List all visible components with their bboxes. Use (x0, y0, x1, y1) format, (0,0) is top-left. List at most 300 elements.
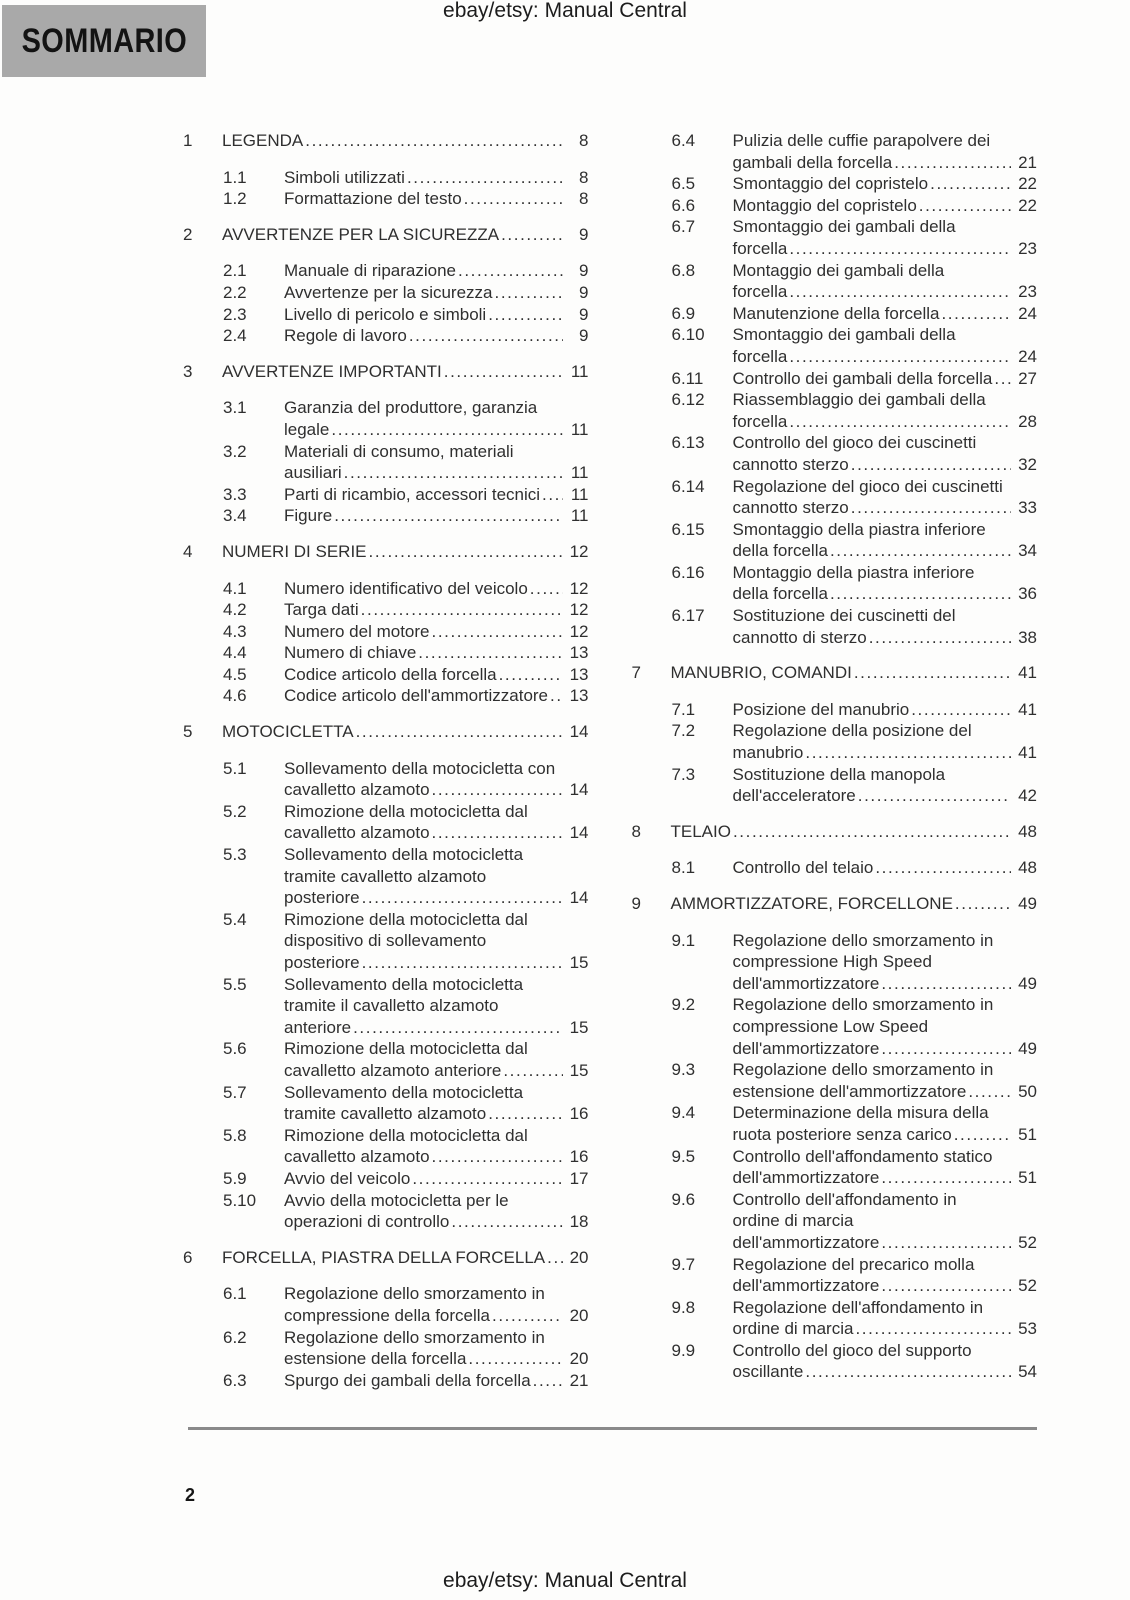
toc-entry-body (284, 801, 589, 844)
dot-leader (941, 303, 1011, 325)
toc-subsection-entry (632, 1297, 1038, 1340)
toc-subsection-entry (183, 1327, 589, 1370)
toc-entry-page-number: 41 (1018, 743, 1037, 763)
dot-leader (530, 578, 563, 600)
toc-entry-body (733, 857, 1038, 879)
toc-entry-body (284, 505, 589, 527)
toc-entry-body (284, 1327, 589, 1370)
toc-entry-page-number: 52 (1018, 1276, 1037, 1296)
toc-entry-page-number: 13 (569, 664, 589, 684)
toc-entry-text: Avvertenze per la sicurezza (284, 282, 493, 302)
dot-leader (955, 893, 1011, 915)
toc-entry-page-number: 11 (570, 361, 589, 381)
toc-entry-body (671, 821, 1038, 843)
toc-entry-text: Regolazione dello smorzamento in (732, 930, 994, 950)
toc-entry-last-line (284, 1103, 589, 1125)
toc-entry-text: MOTOCICLETTA (222, 722, 354, 742)
toc-entry-number: 9.8 (671, 1297, 696, 1317)
toc-subsection-entry (632, 1059, 1038, 1102)
toc-entry-last-line (284, 419, 589, 441)
toc-entry-text: Sollevamento della motocicletta (284, 974, 524, 994)
toc-entry-text: Posizione del manubrio (732, 699, 910, 719)
toc-subsection-entry (183, 325, 589, 347)
toc-entry-number: 9.6 (671, 1189, 696, 1209)
toc-entry-text: posteriore (284, 953, 360, 972)
dot-leader (356, 721, 563, 743)
toc-entry-last-line (222, 541, 589, 563)
toc-entry-last-line (733, 173, 1038, 195)
toc-entry-text: cannotto di sterzo (732, 627, 867, 647)
toc-entry-last-line (671, 893, 1038, 915)
toc-entry-last-line (284, 484, 589, 506)
toc-entry-page-number: 18 (569, 1212, 589, 1232)
toc-entry-number: 3.4 (223, 506, 247, 526)
toc-entry-number: 2 (183, 224, 193, 244)
toc-entry-page-number: 9 (579, 261, 589, 281)
toc-entry-text: Figure (284, 506, 333, 526)
toc-entry-last-line (284, 462, 589, 484)
toc-section-entry (183, 361, 589, 383)
toc-entry-number: 2.1 (223, 261, 247, 281)
toc-entry-body (284, 397, 589, 440)
toc-entry-last-line (733, 411, 1038, 433)
toc-entry-last-line (284, 599, 589, 621)
dot-leader (344, 462, 563, 484)
page-title: SOMMARIO (21, 21, 187, 60)
toc-entry-number: 2.4 (223, 326, 247, 346)
toc-entry-body (284, 578, 589, 600)
toc-entry-text: forcella (732, 411, 788, 431)
toc-entry-number: 3.2 (223, 441, 247, 461)
toc-subsection-entry (183, 484, 589, 506)
toc-entry-page-number: 13 (569, 686, 589, 706)
toc-entry-number: 9.4 (671, 1103, 696, 1123)
dot-leader (930, 173, 1011, 195)
toc-entry-number: 6 (183, 1247, 193, 1267)
toc-entry-body (733, 699, 1038, 721)
toc-entry-text: Smontaggio dei gambali della (732, 217, 956, 237)
toc-entry-body (284, 188, 589, 210)
toc-entry-number: 3.3 (223, 484, 247, 504)
toc-subsection-entry (632, 389, 1038, 432)
toc-subsection-entry (632, 195, 1038, 217)
toc-entry-text: Determinazione della misura della (732, 1103, 989, 1123)
toc-entry-body (733, 130, 1038, 173)
dot-leader (851, 497, 1011, 519)
toc-subsection-entry (632, 368, 1038, 390)
toc-entry-page-number: 32 (1018, 454, 1037, 474)
toc-entry-page-number: 8 (579, 131, 589, 150)
toc-entry-page-number: 9 (579, 304, 589, 324)
toc-subsection-entry (183, 1168, 589, 1190)
toc-entry-last-line (733, 627, 1038, 649)
toc-subsection-entry (632, 130, 1038, 173)
dot-leader (412, 1168, 562, 1190)
toc-entry-last-line (733, 238, 1038, 260)
toc-entry-number: 6.1 (223, 1284, 247, 1304)
toc-entry-page-number: 20 (569, 1305, 589, 1325)
toc-entry-number: 1.1 (223, 167, 247, 187)
toc-entry-text: Avvio della motocicletta per le (284, 1190, 509, 1210)
dot-leader (830, 540, 1011, 562)
toc-entry-body (284, 304, 589, 326)
dot-leader (334, 505, 562, 527)
toc-entry-number: 5.2 (223, 801, 247, 821)
toc-entry-text: LEGENDA (222, 131, 304, 150)
toc-entry-text: gambali della forcella (732, 152, 893, 172)
toc-entry-text: dispositivo di sollevamento (284, 931, 487, 951)
sommario-label-box (2, 5, 206, 77)
toc-entry-number: 6.15 (671, 519, 705, 539)
toc-entry-number: 3 (183, 361, 193, 381)
toc-entry-body (733, 195, 1038, 217)
toc-subsection-entry (183, 304, 589, 326)
toc-entry-number: 6.2 (223, 1327, 247, 1347)
toc-entry-body (284, 909, 589, 974)
toc-entry-body (284, 1168, 589, 1190)
table-of-contents (183, 130, 1037, 1391)
toc-entry-page-number: 11 (570, 484, 589, 504)
toc-section-entry (183, 224, 589, 246)
toc-entry-text: ruota posteriore senza carico (732, 1124, 952, 1144)
toc-subsection-entry (632, 303, 1038, 325)
toc-entry-text: Controllo dell'affondamento in (732, 1189, 957, 1209)
toc-entry-last-line (284, 1060, 589, 1082)
toc-entry-last-line (222, 721, 589, 743)
dot-leader (533, 1370, 563, 1392)
toc-subsection-entry (183, 1283, 589, 1326)
toc-entry-text: oscillante (732, 1362, 804, 1382)
dot-leader (305, 130, 562, 152)
toc-entry-body (284, 260, 589, 282)
dot-leader (805, 1361, 1011, 1383)
toc-section-entry (632, 893, 1038, 915)
toc-subsection-entry (632, 476, 1038, 519)
toc-subsection-entry (632, 260, 1038, 303)
dot-leader (432, 779, 563, 801)
footer-divider-line (188, 1427, 1037, 1430)
toc-subsection-entry (632, 1340, 1038, 1383)
toc-entry-text: Manutenzione della forcella (732, 303, 940, 323)
dot-leader (789, 411, 1011, 433)
toc-entry-page-number: 22 (1018, 174, 1037, 194)
toc-entry-number: 5.4 (223, 909, 247, 929)
toc-entry-body (284, 1125, 589, 1168)
toc-entry-text: Numero di chiave (284, 643, 417, 663)
toc-entry-number: 3.1 (223, 398, 247, 418)
toc-entry-last-line (284, 282, 589, 304)
toc-entry-text: Codice articolo della forcella (284, 664, 497, 684)
toc-entry-last-line (284, 1211, 589, 1233)
toc-entry-page-number: 38 (1018, 627, 1037, 647)
toc-entry-number: 5.1 (223, 758, 247, 778)
toc-entry-number: 9.7 (671, 1254, 696, 1274)
toc-entry-page-number: 36 (1018, 584, 1037, 604)
toc-entry-page-number: 23 (1018, 238, 1037, 258)
toc-entry-last-line (284, 1146, 589, 1168)
toc-entry-number: 5.8 (223, 1125, 247, 1145)
toc-entry-text: dell'ammortizzatore (732, 1038, 880, 1058)
toc-entry-text: dell'ammortizzatore (732, 1232, 880, 1252)
toc-entry-body (733, 930, 1038, 995)
toc-entry-page-number: 51 (1018, 1124, 1037, 1144)
toc-entry-body (284, 974, 589, 1039)
toc-subsection-entry (632, 1189, 1038, 1254)
toc-entry-body (733, 389, 1038, 432)
toc-entry-last-line (284, 952, 589, 974)
toc-entry-number: 6.14 (671, 476, 705, 496)
toc-entry-body (733, 1102, 1038, 1145)
toc-entry-text: compressione della forcella (284, 1305, 490, 1325)
toc-entry-text: Rimozione della motocicletta dal (284, 909, 528, 929)
toc-subsection-entry (183, 599, 589, 621)
toc-entry-text: FORCELLA, PIASTRA DELLA FORCELLA (222, 1247, 546, 1267)
toc-entry-body (284, 1190, 589, 1233)
toc-entry-text: operazioni di controllo (284, 1212, 450, 1232)
toc-entry-number: 7.2 (671, 721, 696, 741)
toc-entry-number: 5.9 (223, 1168, 247, 1188)
dot-leader (789, 346, 1011, 368)
toc-entry-body (284, 1038, 589, 1081)
toc-section-entry (632, 821, 1038, 843)
toc-entry-number: 4.5 (223, 664, 247, 684)
dot-leader (432, 621, 563, 643)
toc-entry-last-line (284, 505, 589, 527)
dot-leader (495, 282, 563, 304)
toc-entry-body (222, 721, 589, 743)
toc-subsection-entry (183, 685, 589, 707)
toc-entry-text: Formattazione del testo (284, 189, 462, 209)
toc-entry-page-number: 24 (1018, 303, 1037, 323)
toc-entry-number: 9 (631, 894, 641, 913)
toc-subsection-entry (183, 1082, 589, 1125)
toc-entry-last-line (284, 167, 589, 189)
toc-entry-text: TELAIO (670, 821, 731, 841)
toc-subsection-entry (632, 173, 1038, 195)
toc-entry-text: forcella (732, 238, 788, 258)
toc-entry-last-line (733, 368, 1038, 390)
toc-entry-body (284, 1370, 589, 1392)
toc-entry-text: estensione della forcella (284, 1349, 467, 1369)
toc-entry-text: dell'ammortizzatore (732, 973, 880, 993)
toc-entry-page-number: 9 (579, 224, 589, 244)
toc-entry-page-number: 15 (569, 1060, 589, 1080)
toc-entry-page-number: 22 (1018, 195, 1037, 215)
toc-entry-text: cannotto sterzo (732, 498, 849, 518)
dot-leader (542, 484, 562, 506)
dot-leader (464, 188, 563, 210)
toc-entry-text: AVVERTENZE PER LA SICUREZZA (222, 224, 500, 244)
toc-entry-text: Sostituzione della manopola (732, 764, 946, 784)
toc-entry-text: Smontaggio della piastra inferiore (732, 519, 986, 539)
toc-subsection-entry (183, 1370, 589, 1392)
toc-entry-page-number: 8 (579, 189, 589, 209)
toc-entry-last-line (284, 578, 589, 600)
dot-leader (875, 857, 1011, 879)
toc-entry-text: Regolazione del precarico molla (732, 1254, 975, 1274)
toc-subsection-entry (183, 397, 589, 440)
toc-entry-body (284, 758, 589, 801)
toc-entry-page-number: 54 (1018, 1362, 1037, 1382)
toc-entry-body (222, 224, 589, 246)
toc-entry-page-number: 41 (1018, 663, 1037, 683)
dot-leader (881, 1167, 1011, 1189)
toc-entry-text: cavalletto alzamoto (284, 1147, 430, 1167)
toc-entry-number: 9.2 (671, 995, 696, 1015)
toc-subsection-entry (183, 282, 589, 304)
toc-entry-page-number: 17 (569, 1168, 589, 1188)
toc-entry-number: 8.1 (671, 858, 696, 878)
toc-entry-page-number: 23 (1018, 282, 1037, 302)
toc-subsection-entry (632, 699, 1038, 721)
toc-entry-page-number: 53 (1018, 1319, 1037, 1339)
toc-entry-text: Avvio del veicolo (284, 1168, 411, 1188)
dot-leader (407, 167, 563, 189)
toc-entry-body (671, 893, 1038, 915)
toc-entry-text: Controllo dei gambali della forcella (732, 368, 993, 388)
toc-entry-text: Sollevamento della motocicletta (284, 1082, 524, 1102)
dot-leader (994, 368, 1011, 390)
toc-entry-last-line (284, 822, 589, 844)
toc-entry-body (222, 130, 589, 152)
toc-subsection-entry (183, 1190, 589, 1233)
toc-entry-body (733, 173, 1038, 195)
toc-entry-page-number: 52 (1018, 1232, 1037, 1252)
toc-entry-number: 9.9 (671, 1340, 696, 1360)
toc-entry-page-number: 49 (1018, 894, 1037, 913)
toc-entry-text: Regolazione dello smorzamento in (732, 995, 994, 1015)
toc-entry-number: 4.6 (223, 686, 247, 706)
toc-entry-last-line (284, 1370, 589, 1392)
toc-entry-number: 2.3 (223, 304, 247, 324)
dot-leader (789, 238, 1011, 260)
dot-leader (444, 361, 563, 383)
toc-subsection-entry (183, 974, 589, 1039)
dot-leader (492, 1305, 563, 1327)
dot-leader (361, 599, 563, 621)
toc-entry-page-number: 14 (569, 722, 589, 742)
dot-leader (733, 821, 1011, 843)
toc-subsection-entry (632, 519, 1038, 562)
toc-subsection-entry (632, 857, 1038, 879)
toc-entry-body (222, 1247, 589, 1269)
dot-leader (362, 952, 563, 974)
toc-entry-number: 5.6 (223, 1039, 247, 1059)
toc-entry-text: Sollevamento della motocicletta (284, 845, 524, 865)
toc-entry-page-number: 51 (1018, 1168, 1037, 1188)
toc-entry-last-line (733, 281, 1038, 303)
toc-subsection-entry (632, 432, 1038, 475)
toc-entry-number: 7 (631, 663, 641, 683)
dot-leader (418, 642, 562, 664)
toc-entry-number: 6.17 (671, 606, 705, 626)
dot-leader (805, 742, 1011, 764)
toc-entry-text: Riassemblaggio dei gambali della (732, 390, 986, 410)
toc-entry-last-line (222, 1247, 589, 1269)
toc-entry-page-number: 24 (1018, 346, 1037, 366)
footer-document-title: ebay/etsy: Manual Central (443, 1569, 687, 1592)
toc-entry-text: Regolazione dello smorzamento in (284, 1327, 545, 1347)
toc-entry-body (733, 519, 1038, 562)
toc-entry-last-line (733, 195, 1038, 217)
toc-entry-last-line (284, 325, 589, 347)
toc-entry-text: Controllo dell'affondamento statico (732, 1146, 993, 1166)
toc-subsection-entry (183, 188, 589, 210)
toc-entry-text: Codice articolo dell'ammortizzatore (284, 686, 549, 706)
toc-entry-page-number: 8 (579, 167, 589, 187)
toc-subsection-entry (183, 664, 589, 686)
toc-entry-last-line (284, 642, 589, 664)
dot-leader (881, 1038, 1011, 1060)
toc-entry-text: MANUBRIO, COMANDI (670, 663, 852, 683)
toc-entry-text: Smontaggio dei gambali della (732, 325, 956, 345)
toc-entry-number: 6.3 (223, 1370, 247, 1390)
toc-entry-text: Sollevamento della motocicletta con (284, 758, 556, 778)
toc-entry-number: 1 (183, 131, 193, 150)
toc-entry-text: Controllo del gioco dei cuscinetti (732, 433, 977, 453)
toc-subsection-entry (632, 216, 1038, 259)
toc-entry-body (733, 324, 1038, 367)
toc-entry-text: della forcella (732, 541, 828, 561)
toc-entry-number: 6.16 (671, 562, 705, 582)
toc-entry-text: NUMERI DI SERIE (222, 541, 367, 561)
dot-leader (369, 541, 563, 563)
toc-entry-text: estensione dell'ammortizzatore (732, 1081, 967, 1101)
toc-entry-body (733, 1059, 1038, 1102)
toc-entry-text: Smontaggio del copristelo (732, 174, 929, 194)
dot-leader (488, 304, 562, 326)
toc-subsection-entry (183, 1038, 589, 1081)
toc-entry-page-number: 12 (569, 600, 589, 620)
dot-leader (954, 1124, 1011, 1146)
toc-entry-last-line (284, 779, 589, 801)
toc-entry-text: compressione High Speed (732, 952, 932, 972)
toc-entry-number: 4.3 (223, 621, 247, 641)
toc-entry-text: Sostituzione dei cuscinetti del (732, 606, 956, 626)
toc-entry-page-number: 20 (569, 1247, 589, 1267)
toc-column-left (183, 130, 589, 1391)
toc-subsection-entry (183, 621, 589, 643)
dot-leader (789, 281, 1011, 303)
toc-entry-text: Controllo del telaio (732, 858, 874, 878)
toc-entry-body (733, 994, 1038, 1059)
header-document-title: ebay/etsy: Manual Central (443, 0, 687, 22)
toc-entry-page-number: 33 (1018, 498, 1037, 518)
dot-leader (451, 1211, 562, 1233)
toc-entry-number: 9.1 (671, 930, 696, 950)
toc-entry-last-line (284, 260, 589, 282)
toc-entry-body (733, 260, 1038, 303)
toc-entry-text: legale (284, 419, 330, 439)
toc-entry-text: AMMORTIZZATORE, FORCELLONE (670, 894, 953, 913)
toc-entry-page-number: 16 (569, 1147, 589, 1167)
toc-entry-text: Garanzia del produttore, garanzia (284, 398, 538, 418)
toc-section-entry (632, 662, 1038, 684)
toc-entry-page-number: 12 (569, 621, 589, 641)
toc-entry-body (733, 1340, 1038, 1383)
dot-leader (499, 664, 563, 686)
toc-entry-body (733, 432, 1038, 475)
toc-entry-page-number: 14 (569, 780, 589, 800)
toc-entry-number: 2.2 (223, 282, 247, 302)
toc-entry-last-line (733, 1124, 1038, 1146)
dot-leader (331, 419, 562, 441)
toc-subsection-entry (632, 994, 1038, 1059)
toc-entry-text: Rimozione della motocicletta dal (284, 801, 528, 821)
toc-entry-number: 6.10 (671, 325, 705, 345)
toc-entry-page-number: 21 (569, 1370, 589, 1390)
toc-entry-number: 5 (183, 722, 193, 742)
